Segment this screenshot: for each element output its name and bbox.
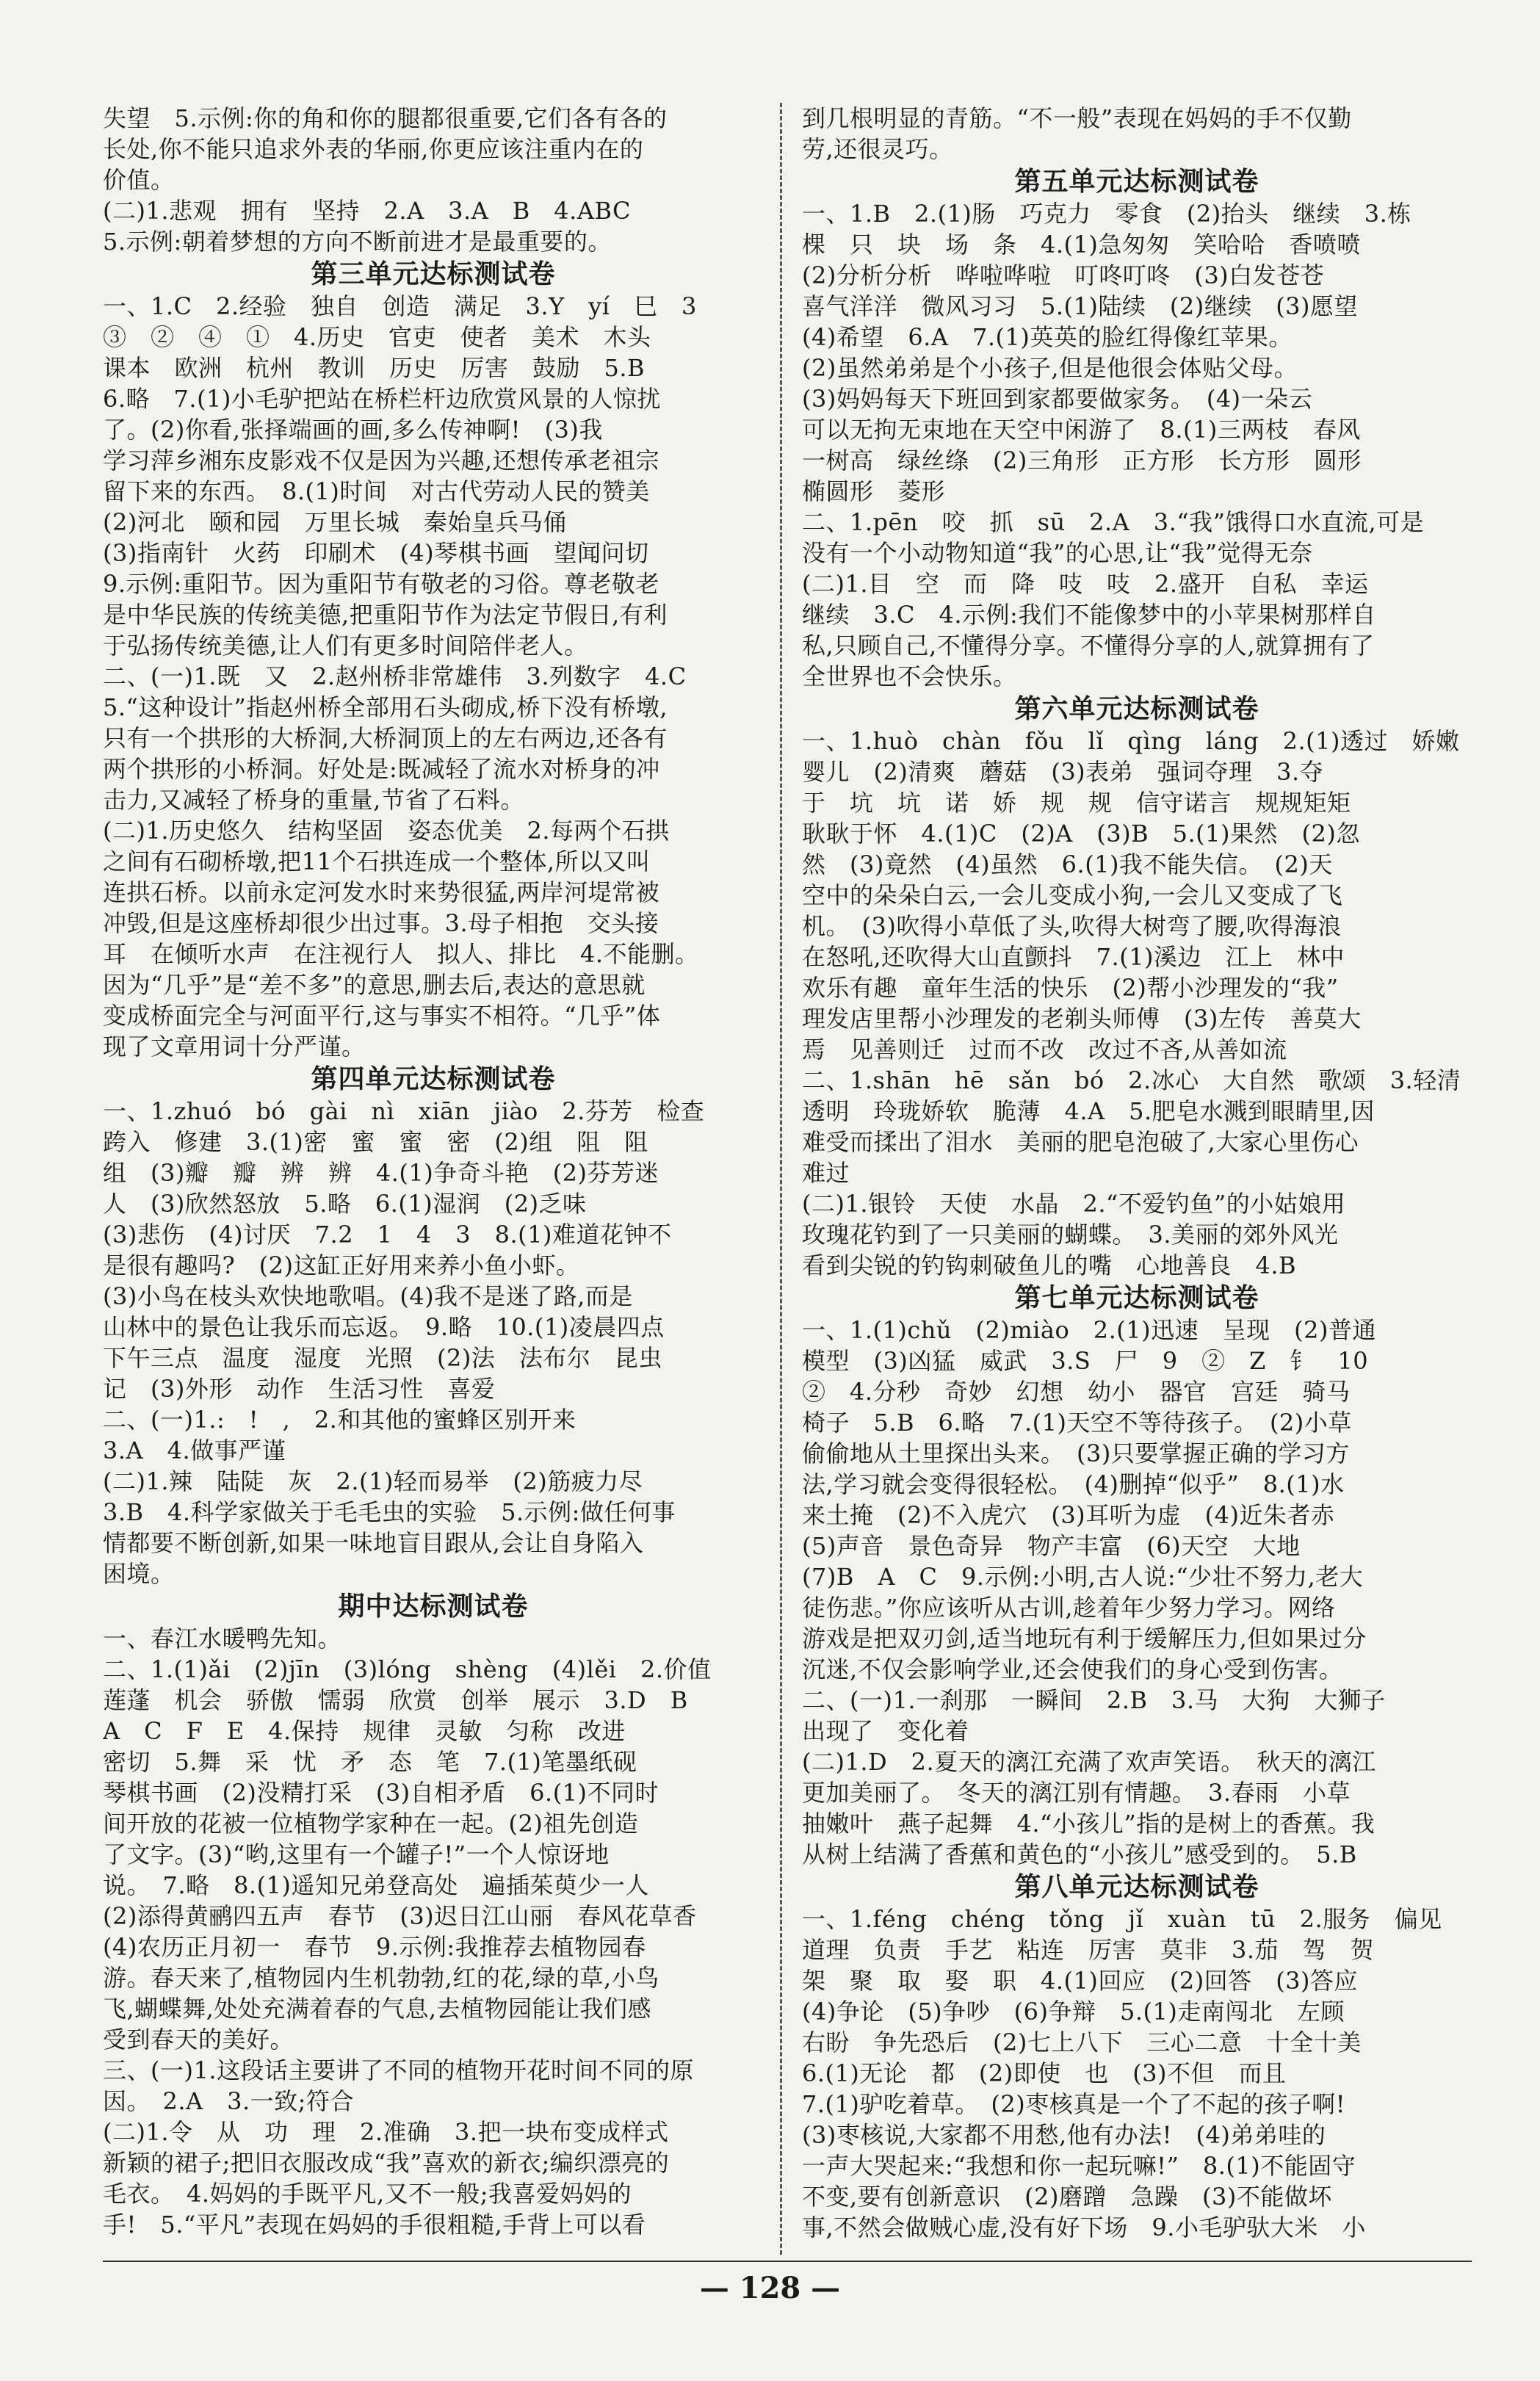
answer-line: 下午三点 温度 湿度 光照 (2)法 法布尔 昆虫 bbox=[103, 1344, 662, 1372]
answer-line: (二)1.辣 陆陡 灰 2.(1)轻而易举 (2)筋疲力尽 bbox=[103, 1467, 643, 1495]
answer-line: 因。 2.A 3.一致;符合 bbox=[103, 2087, 354, 2115]
answer-line: 一树高 绿丝绦 (2)三角形 正方形 长方形 圆形 bbox=[802, 447, 1362, 474]
answer-line: 二、(一)1.既 又 2.赵州桥非常雄伟 3.列数字 4.C bbox=[103, 662, 687, 690]
answer-line: 机。 (3)吹得小草低了头,吹得大树弯了腰,吹得海浪 bbox=[802, 912, 1342, 940]
answer-line: 继续 3.C 4.示例:我们不能像梦中的小苹果树那样自 bbox=[802, 601, 1376, 629]
answer-line: 价值。 bbox=[103, 166, 175, 194]
answer-line: 法,学习就会变得很轻松。 (4)删掉“似乎” 8.(1)水 bbox=[802, 1470, 1345, 1498]
answer-line: 可以无拘无束地在天空中闲游了 8.(1)三两枝 春风 bbox=[802, 416, 1361, 444]
answer-line: 手! 5.“平凡”表现在妈妈的手很粗糙,手背上可以看 bbox=[103, 2211, 646, 2239]
section-heading: 期中达标测试卷 bbox=[338, 1591, 529, 1622]
answer-line: (5)声音 景色奇异 物产丰富 (6)天空 大地 bbox=[802, 1532, 1301, 1560]
answer-line: 困境。 bbox=[103, 1560, 175, 1588]
answer-line: 学习萍乡湘东皮影戏不仅是因为兴趣,还想传承老祖宗 bbox=[103, 447, 660, 474]
answer-line: 一声大哭起来:“我想和你一起玩嘛!” 8.(1)不能固守 bbox=[802, 2152, 1356, 2180]
answer-line: 二、(一)1.: ! , 2.和其他的蜜蜂区别开来 bbox=[103, 1406, 576, 1434]
answer-line: (二)1.令 从 功 理 2.准确 3.把一块布变成样式 bbox=[103, 2118, 669, 2146]
answer-line: (二)1.历史悠久 结构坚固 姿态优美 2.每两个石拱 bbox=[103, 817, 670, 845]
answer-line: (4)希望 6.A 7.(1)英英的脸红得像红苹果。 bbox=[802, 323, 1293, 351]
answer-line: (二)1.悲观 拥有 坚持 2.A 3.A B 4.ABC bbox=[103, 197, 632, 225]
answer-line: (4)农历正月初一 春节 9.示例:我推荐去植物园春 bbox=[103, 1933, 646, 1961]
section-heading: 第八单元达标测试卷 bbox=[1014, 1871, 1259, 1902]
answer-line: A C F E 4.保持 规律 灵敏 匀称 改进 bbox=[103, 1717, 626, 1745]
answer-line: 劳,还很灵巧。 bbox=[802, 135, 953, 163]
answer-line: 沉迷,不仅会影响学业,还会使我们的身心受到伤害。 bbox=[802, 1655, 1343, 1683]
answer-line: 一、1.féng chéng tǒng jǐ xuàn tū 2.服务 偏见 bbox=[802, 1905, 1442, 1933]
answer-line: 是中华民族的传统美德,把重阳节作为法定节假日,有利 bbox=[103, 601, 668, 629]
answer-line: 3.A 4.做事严谨 bbox=[103, 1437, 286, 1464]
answer-line: 跨入 修建 3.(1)密 蜜 蜜 密 (2)组 阻 阻 bbox=[103, 1128, 648, 1156]
answer-line: 来土掩 (2)不入虎穴 (3)耳听为虚 (4)近朱者赤 bbox=[802, 1501, 1335, 1529]
page-number: — 128 — bbox=[699, 2271, 841, 2305]
answer-line: 难过 bbox=[802, 1159, 850, 1187]
answer-line: (3)枣核说,大家都不用愁,他有办法! (4)弟弟哇的 bbox=[802, 2121, 1326, 2149]
answer-line: 出现了 变化着 bbox=[802, 1717, 969, 1745]
answer-line: 从树上结满了香蕉和黄色的“小孩儿”感受到的。 5.B bbox=[802, 1840, 1357, 1868]
answer-line: 椭圆形 菱形 bbox=[802, 477, 946, 505]
answer-line: 婴儿 (2)清爽 蘑菇 (3)表弟 强词夺理 3.夺 bbox=[802, 758, 1324, 786]
answer-line: 然 (3)竟然 (4)虽然 6.(1)我不能失信。 (2)天 bbox=[802, 850, 1333, 878]
answer-line: 二、(一)1.一刹那 一瞬间 2.B 3.马 大狗 大狮子 bbox=[802, 1686, 1386, 1714]
answer-line: 连拱石桥。以前永定河发水时来势很猛,两岸河堤常被 bbox=[103, 878, 660, 906]
answer-line: 空中的朵朵白云,一会儿变成小狗,一会儿又变成了飞 bbox=[802, 881, 1343, 909]
answer-line: ② 4.分秒 奇妙 幻想 幼小 器官 宫廷 骑马 bbox=[802, 1378, 1351, 1406]
answer-line: 组 (3)瓣 瓣 辨 辨 4.(1)争奇斗艳 (2)芬芳迷 bbox=[103, 1159, 659, 1187]
answer-line: 偷偷地从土里探出头来。 (3)只要掌握正确的学习方 bbox=[802, 1439, 1350, 1467]
answer-line: 琴棋书画 (2)没精打采 (3)自相矛盾 6.(1)不同时 bbox=[103, 1779, 659, 1807]
answer-line: 模型 (3)凶猛 威武 3.S 尸 9 ② Z 钅 10 bbox=[802, 1347, 1369, 1375]
answer-line: 一、1.huò chàn fǒu lǐ qìng láng 2.(1)透过 娇嫩 bbox=[802, 727, 1460, 755]
answer-line: 抽嫩叶 燕子起舞 4.“小孩儿”指的是树上的香蕉。我 bbox=[802, 1810, 1375, 1838]
answer-line: 只有一个拱形的大桥洞,大桥洞顶上的左右两边,还各有 bbox=[103, 724, 668, 752]
answer-line: 二、1.pēn 咬 抓 sū 2.A 3.“我”饿得口水直流,可是 bbox=[802, 508, 1425, 536]
answer-line: (3)指南针 火药 印刷术 (4)琴棋书画 望闻问切 bbox=[103, 539, 649, 567]
answer-line: 6.(1)无论 都 (2)即使 也 (3)不但 而且 bbox=[802, 2059, 1287, 2087]
answer-line: 喜气洋洋 微风习习 5.(1)陆续 (2)继续 (3)愿望 bbox=[802, 292, 1359, 320]
answer-line: 间开放的花被一位植物学家种在一起。(2)祖先创造 bbox=[103, 1810, 639, 1838]
answer-line: 耿耿于怀 4.(1)C (2)A (3)B 5.(1)果然 (2)忽 bbox=[802, 820, 1360, 848]
answer-line: 于 坑 坑 诺 娇 规 规 信守诺言 规规矩矩 bbox=[802, 789, 1351, 817]
answer-line: 说。 7.略 8.(1)遥知兄弟登高处 遍插茱萸少一人 bbox=[103, 1871, 649, 1899]
section-heading: 第五单元达标测试卷 bbox=[1014, 166, 1259, 197]
answer-line: 三、(一)1.这段话主要讲了不同的植物开花时间不同的原 bbox=[103, 2056, 695, 2084]
answer-line: 长处,你不能只追求外表的华丽,你更应该注重内在的 bbox=[103, 135, 644, 163]
answer-line: (3)小鸟在枝头欢快地歌唱。(4)我不是迷了路,而是 bbox=[103, 1282, 633, 1310]
answer-line: 了文字。(3)“哟,这里有一个罐子!”一个人惊讶地 bbox=[103, 1840, 610, 1868]
answer-line: 击力,又减轻了桥身的重量,节省了石料。 bbox=[103, 786, 524, 814]
answer-line: 游戏是把双刃剑,适当地玩有利于缓解压力,但如果过分 bbox=[802, 1625, 1367, 1652]
answer-line: 不变,要有创新意识 (2)磨蹭 急躁 (3)不能做坏 bbox=[802, 2183, 1332, 2211]
answer-line: 架 聚 取 娶 职 4.(1)回应 (2)回答 (3)答应 bbox=[802, 1967, 1359, 1995]
answer-line: 徒伤悲。”你应该听从古训,趁着年少努力学习。网络 bbox=[802, 1594, 1336, 1622]
answer-line: 右盼 争先恐后 (2)七上八下 三心二意 十全十美 bbox=[802, 2028, 1362, 2056]
answer-line: (二)1.银铃 天使 水晶 2.“不爱钓鱼”的小姑娘用 bbox=[802, 1190, 1346, 1218]
answer-line: (2)河北 颐和园 万里长城 秦始皇兵马俑 bbox=[103, 508, 567, 536]
answer-line: 7.(1)驴吃着草。 (2)枣核真是一个了不起的孩子啊! bbox=[802, 2090, 1346, 2118]
answer-line: 6.略 7.(1)小毛驴把站在桥栏杆边欣赏风景的人惊扰 bbox=[103, 385, 661, 413]
answer-line: 焉 见善则迁 过而不改 改过不吝,从善如流 bbox=[802, 1036, 1287, 1063]
answer-line: (2)添得黄鹂四五声 春节 (3)迟日江山丽 春风花草香 bbox=[103, 1902, 697, 1930]
answer-line: 毛衣。 4.妈妈的手既平凡,又不一般;我喜爱妈妈的 bbox=[103, 2180, 632, 2208]
answer-line: 一、1.(1)chǔ (2)miào 2.(1)迅速 呈现 (2)普通 bbox=[802, 1316, 1376, 1344]
answer-line: 欢乐有趣 童年生活的快乐 (2)帮小沙理发的“我” bbox=[802, 974, 1339, 1002]
answer-line: 9.示例:重阳节。因为重阳节有敬老的习俗。尊老敬老 bbox=[103, 570, 659, 598]
answer-line: 是很有趣吗? (2)这缸正好用来养小鱼小虾。 bbox=[103, 1251, 580, 1279]
answer-line: 难受而揉出了泪水 美丽的肥皂泡破了,大家心里伤心 bbox=[802, 1128, 1359, 1156]
answer-line: 5.“这种设计”指赵州桥全部用石头砌成,桥下没有桥墩, bbox=[103, 693, 668, 721]
answer-line: ③ ② ④ ① 4.历史 官吏 使者 美术 木头 bbox=[103, 323, 651, 351]
answer-line: 更加美丽了。 冬天的漓江别有情趣。 3.春雨 小草 bbox=[802, 1779, 1351, 1807]
answer-line: 看到尖锐的钓钩刺破鱼儿的嘴 心地善良 4.B bbox=[802, 1251, 1297, 1279]
answer-line: 3.B 4.科学家做关于毛毛虫的实验 5.示例:做任何事 bbox=[103, 1498, 676, 1526]
answer-line: 现了文章用词十分严谨。 bbox=[103, 1033, 366, 1061]
answer-line: 莲蓬 机会 骄傲 懦弱 欣赏 创举 展示 3.D B bbox=[103, 1686, 688, 1714]
answer-line: 一、春江水暖鸭先知。 bbox=[103, 1625, 342, 1652]
answer-line: (2)虽然弟弟是个小孩子,但是他很会体贴父母。 bbox=[802, 354, 1298, 382]
answer-line: 新颖的裙子;把旧衣服改成“我”喜欢的新衣;编织漂亮的 bbox=[103, 2149, 670, 2177]
answer-line: 全世界也不会快乐。 bbox=[802, 662, 1017, 690]
answer-line: 两个拱形的小桥洞。好处是:既减轻了流水对桥身的冲 bbox=[103, 755, 660, 783]
column-divider bbox=[780, 103, 782, 2255]
answer-line: 情都要不断创新,如果一味地盲目跟从,会让自身陷入 bbox=[103, 1529, 644, 1557]
section-heading: 第七单元达标测试卷 bbox=[1014, 1282, 1259, 1313]
answer-line: 飞,蝴蝶舞,处处充满着春的气息,去植物园能让我们感 bbox=[103, 1995, 652, 2023]
answer-line: 密切 5.舞 采 忧 矛 态 笔 7.(1)笔墨纸砚 bbox=[103, 1748, 637, 1776]
section-heading: 第六单元达标测试卷 bbox=[1014, 693, 1259, 724]
answer-line: 游。春天来了,植物园内生机勃勃,红的花,绿的草,小鸟 bbox=[103, 1964, 659, 1992]
answer-line: 透明 玲珑娇软 脆薄 4.A 5.肥皂水溅到眼睛里,因 bbox=[802, 1097, 1375, 1125]
answer-line: 玫瑰花钓到了一只美丽的蝴蝶。 3.美丽的郊外风光 bbox=[802, 1221, 1339, 1249]
answer-line: 没有一个小动物知道“我”的心思,让“我”觉得无奈 bbox=[802, 539, 1313, 567]
answer-line: 了。(2)你看,张择端画的画,多么传神啊! (3)我 bbox=[103, 416, 603, 444]
answer-line: 到几根明显的青筋。“不一般”表现在妈妈的手不仅勤 bbox=[802, 104, 1352, 132]
left-column bbox=[103, 103, 764, 2240]
answer-line: (2)分析分析 哗啦哗啦 叮咚叮咚 (3)白发苍苍 bbox=[802, 261, 1325, 289]
answer-line: 人 (3)欣然怒放 5.略 6.(1)湿润 (2)乏味 bbox=[103, 1190, 587, 1218]
answer-line: 变成桥面完全与河面平行,这与事实不相符。“几乎”体 bbox=[103, 1002, 661, 1030]
answer-line: 受到春天的美好。 bbox=[103, 2026, 294, 2053]
answer-line: 课本 欧洲 杭州 教训 历史 厉害 鼓励 5.B bbox=[103, 354, 646, 382]
answer-line: (4)争论 (5)争吵 (6)争辩 5.(1)走南闯北 左顾 bbox=[802, 1998, 1345, 2026]
answer-line: 椅子 5.B 6.略 7.(1)天空不等待孩子。 (2)小草 bbox=[802, 1409, 1352, 1437]
answer-line: 于弘扬传统美德,让人们有更多时间陪伴老人。 bbox=[103, 632, 588, 660]
answer-line: 一、1.B 2.(1)肠 巧克力 零食 (2)抬头 继续 3.栋 bbox=[802, 200, 1411, 228]
answer-line: 之间有石砌桥墩,把11个石拱连成一个整体,所以又叫 bbox=[103, 848, 651, 875]
answer-line: 耳 在倾听水声 在注视行人 拟人、排比 4.不能删。 bbox=[103, 940, 699, 968]
answer-line: 私,只顾自己,不懂得分享。不懂得分享的人,就算拥有了 bbox=[802, 632, 1375, 660]
answer-line: 失望 5.示例:你的角和你的腿都很重要,它们各有各的 bbox=[103, 104, 668, 132]
answer-line: 一、1.C 2.经验 独自 创造 满足 3.Y yí 巳 3 bbox=[103, 292, 697, 320]
answer-line: 二、1.(1)ǎi (2)jīn (3)lóng shèng (4)lěi 2.价值 bbox=[103, 1655, 712, 1683]
answer-line: 棵 只 块 场 条 4.(1)急匆匆 笑哈哈 香喷喷 bbox=[802, 231, 1361, 259]
answer-line: (3)悲伤 (4)讨厌 7.2 1 4 3 8.(1)难道花钟不 bbox=[103, 1221, 672, 1249]
answer-line: (7)B A C 9.示例:小明,古人说:“少壮不努力,老大 bbox=[802, 1563, 1364, 1591]
answer-line: 记 (3)外形 动作 生活习性 喜爱 bbox=[103, 1375, 496, 1403]
answer-line: 道理 负责 手艺 粘连 厉害 莫非 3.茄 驾 贺 bbox=[802, 1936, 1375, 1964]
footer-rule bbox=[103, 2261, 1472, 2262]
answer-line: 冲毁,但是这座桥却很少出过事。3.母子相抱 交头接 bbox=[103, 909, 659, 937]
answer-line: (二)1.目 空 而 降 吱 吱 2.盛开 自私 幸运 bbox=[802, 570, 1369, 598]
answer-line: 5.示例:朝着梦想的方向不断前进才是最重要的。 bbox=[103, 228, 612, 256]
answer-line: 山林中的景色让我乐而忘返。 9.略 10.(1)凌晨四点 bbox=[103, 1313, 665, 1341]
answer-line: 事,不然会做贼心虚,没有好下场 9.小毛驴驮大米 小 bbox=[802, 2214, 1366, 2241]
answer-line: 在怒吼,还吹得大山直颤抖 7.(1)溪边 江上 林中 bbox=[802, 943, 1345, 971]
section-heading: 第三单元达标测试卷 bbox=[311, 259, 556, 289]
right-column bbox=[802, 103, 1472, 2243]
answer-line: 一、1.zhuó bó gài nì xiān jiào 2.芬芳 检查 bbox=[103, 1097, 705, 1125]
answer-line: 因为“几乎”是“差不多”的意思,删去后,表达的意思就 bbox=[103, 971, 646, 999]
answer-line: (二)1.D 2.夏天的漓江充满了欢声笑语。 秋天的漓江 bbox=[802, 1748, 1376, 1776]
answer-line: (3)妈妈每天下班回到家都要做家务。 (4)一朵云 bbox=[802, 385, 1313, 413]
answer-line: 留下来的东西。 8.(1)时间 对古代劳动人民的赞美 bbox=[103, 477, 650, 505]
answer-line: 二、1.shān hē sǎn bó 2.冰心 大自然 歌颂 3.轻清 bbox=[802, 1066, 1461, 1094]
section-heading: 第四单元达标测试卷 bbox=[311, 1063, 556, 1094]
answer-line: 理发店里帮小沙理发的老剃头师傅 (3)左传 善莫大 bbox=[802, 1005, 1362, 1033]
